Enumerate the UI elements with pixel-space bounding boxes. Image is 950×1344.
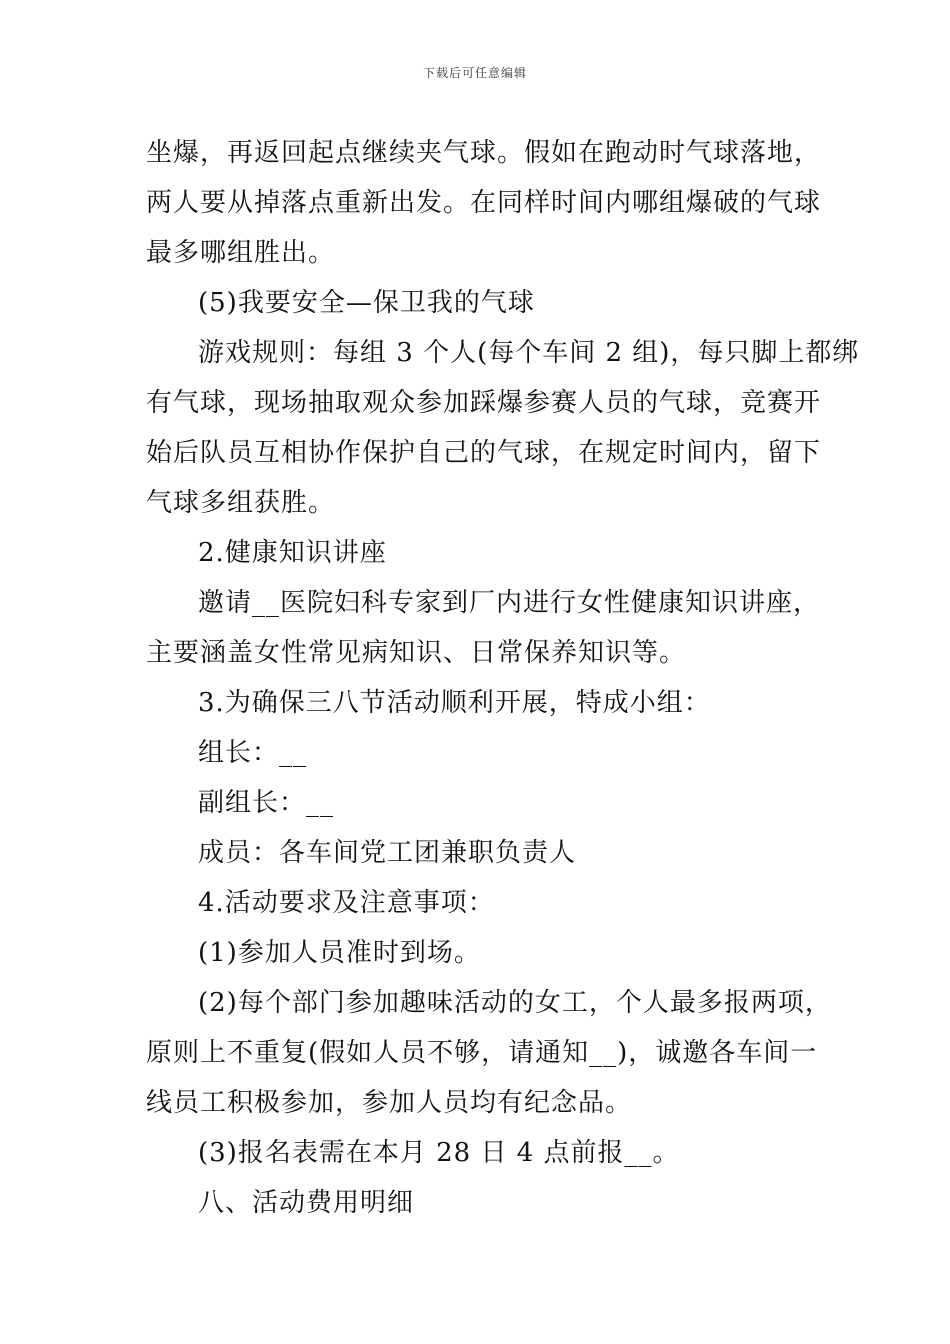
text-line: 坐爆，再返回起点继续夹气球。假如在跑动时气球落地， (146, 138, 822, 168)
text-line: 原则上不重复(假如人员不够，请通知__)，诚邀各车间一 (146, 1038, 818, 1068)
text-line: (5)我要安全—保卫我的气球 (198, 288, 535, 318)
text-line: 主要涵盖女性常见病知识、日常保养知识等。 (146, 638, 687, 668)
text-line: 2.健康知识讲座 (198, 538, 387, 568)
text-line: 游戏规则：每组 3 个人(每个车间 2 组)，每只脚上都绑 (198, 338, 860, 368)
text-line: 组长：__ (198, 738, 308, 768)
text-line: 线员工积极参加，参加人员均有纪念品。 (146, 1088, 633, 1118)
text-line: 成员：各车间党工团兼职负责人 (198, 838, 577, 868)
text-line: 有气球，现场抽取观众参加踩爆参赛人员的气球，竞赛开 (146, 388, 822, 418)
text-line: 邀请__医院妇科专家到厂内进行女性健康知识讲座， (198, 588, 821, 618)
text-line: 八、活动费用明细 (198, 1188, 415, 1218)
text-line: (1)参加人员准时到场。 (198, 938, 481, 968)
text-line: (3)报名表需在本月 28 日 4 点前报__。 (198, 1138, 680, 1168)
text-line: 最多哪组胜出。 (146, 238, 336, 268)
text-line: 气球多组获胜。 (146, 488, 336, 518)
text-line: (2)每个部门参加趣味活动的女工，个人最多报两项， (198, 988, 832, 1018)
page-header: 下载后可任意编辑 (422, 66, 527, 80)
document-body (146, 128, 860, 1228)
text-line: 4.活动要求及注意事项： (198, 888, 495, 918)
text-line: 始后队员互相协作保护自己的气球，在规定时间内，留下 (146, 438, 822, 468)
text-line: 副组长：__ (198, 788, 335, 818)
text-line: 两人要从掉落点重新出发。在同样时间内哪组爆破的气球 (146, 188, 822, 218)
text-line: 3.为确保三八节活动顺利开展，特成小组： (198, 688, 711, 718)
